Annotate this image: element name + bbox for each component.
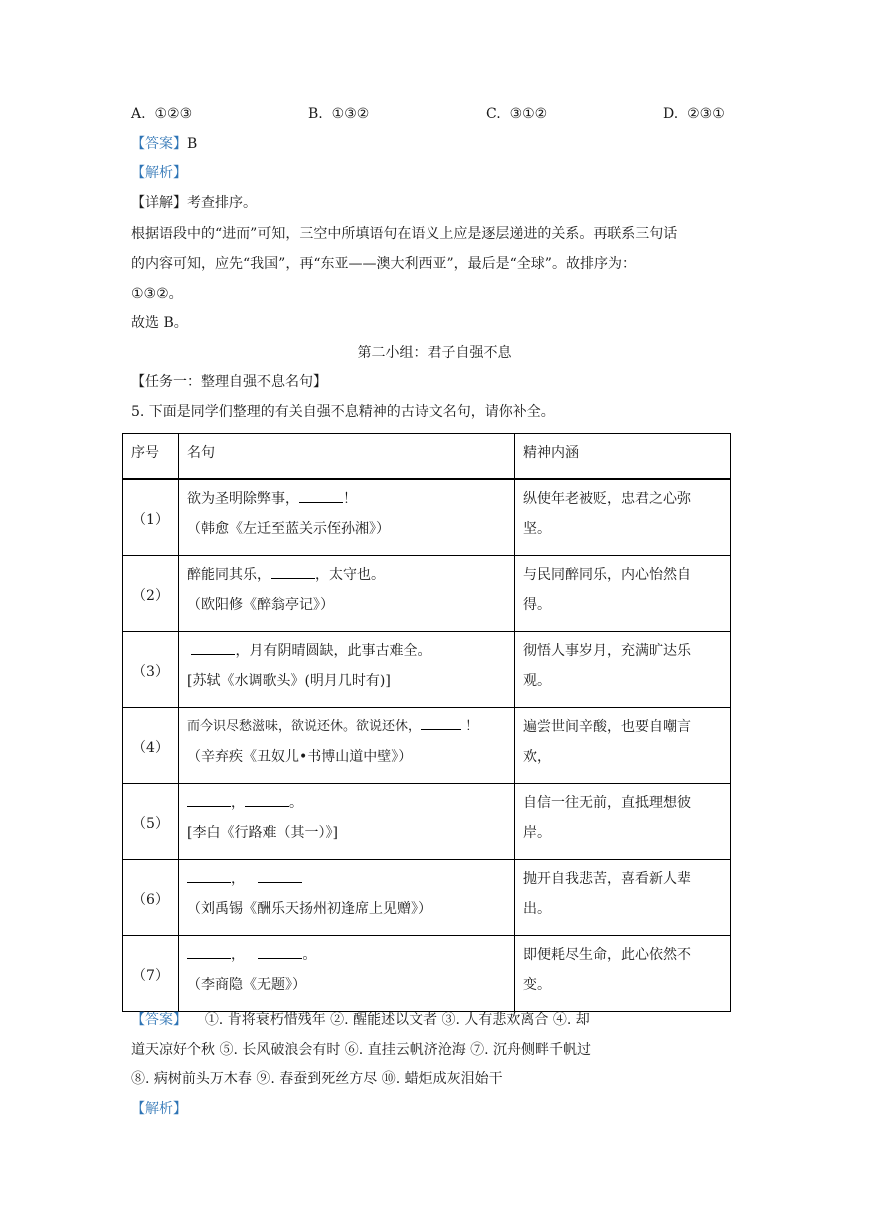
quote-cell (179, 556, 515, 632)
q5-answer-line-2: 道天凉好个秋 ⑤. 长风破浪会有时 ⑥. 直挂云帆济沧海 ⑦. 沉舟侧畔千帆过 (131, 1042, 592, 1058)
task-title: 【任务一：整理自强不息名句】 (131, 374, 327, 390)
quote-line: ， 。 (187, 940, 506, 970)
quote-source: （韩愈《左迁至蓝关示侄孙湘》） (187, 521, 390, 537)
quote-source: [苏轼《水调歌头》(明月几时有)] (187, 673, 391, 689)
fill-blank[interactable] (299, 488, 343, 503)
quote-source: （李商隐《无题》） (187, 977, 306, 993)
option-letter: A. (131, 106, 146, 122)
answer-text: ①. 肯将衰朽惜残年 ②. 醒能述以文者 ③. 人有悲欢离合 ④. 却 (204, 1012, 590, 1028)
meaning-cell: 纵使年老被贬，忠君之心弥 坚。 (515, 479, 731, 556)
detail-text: 考查排序。 (187, 195, 257, 211)
option-d (663, 104, 725, 124)
quote-source: [李白《行路难（其一）》] (187, 825, 338, 841)
table-row (123, 632, 731, 708)
fill-blank[interactable] (187, 868, 231, 883)
header-index: 序号 (123, 434, 179, 480)
quote-line: 而今识尽愁滋味，欲说还休。欲说还休， ！ (187, 712, 506, 742)
quote-source: （辛弃疾《丑奴儿•书博山道中壁》） (187, 749, 413, 765)
table-header-row (123, 434, 731, 480)
fill-blank[interactable] (258, 868, 302, 883)
fill-blank[interactable] (421, 715, 461, 730)
answer-label: 【答案】 (131, 1012, 187, 1028)
option-letter: C. (486, 106, 501, 122)
quote-cell (179, 784, 515, 860)
quote-cell (179, 936, 515, 1012)
option-b (308, 104, 369, 124)
meaning-cell: 即便耗尽生命，此心依然不 变。 (515, 936, 731, 1012)
row-number: （4） (123, 708, 179, 784)
meaning-cell: 遍尝世间辛酸，也要自嘲言 欢， (515, 708, 731, 784)
quote-line: ，月有阴晴圆缺，此事古难全。 (187, 636, 506, 666)
question-5-prompt: 5. 下面是同学们整理的有关自强不息精神的古诗文名句，请你补全。 (131, 404, 555, 420)
header-meaning: 精神内涵 (515, 434, 731, 480)
quote-line: ， 。 (187, 788, 506, 818)
option-letter: D. (663, 106, 679, 122)
option-a (131, 104, 192, 124)
q4-para-line-1: 根据语段中的“进而”可知，三空中所填语句在语义上应是逐层递进的关系。再联系三句话 (131, 226, 678, 242)
table-row (123, 784, 731, 860)
answer-label: 【答案】 (131, 136, 187, 152)
table-row (123, 479, 731, 556)
q5-answer-line-3: ⑧. 病树前头万木春 ⑨. 春蚕到死丝方尽 ⑩. 蜡炬成灰泪始干 (131, 1071, 503, 1087)
detail-label: 【详解】 (131, 195, 187, 211)
table-row (123, 556, 731, 632)
quote-line: ， (187, 864, 506, 894)
answer-value: B (187, 136, 198, 152)
quote-line: 醉能同其乐， ，太守也。 (187, 560, 506, 590)
row-number: （1） (123, 479, 179, 556)
meaning-cell: 自信一往无前，直抵理想彼 岸。 (515, 784, 731, 860)
fill-blank[interactable] (187, 792, 231, 807)
q4-conclusion: 故选 B。 (131, 315, 188, 331)
table-row (123, 708, 731, 784)
fill-blank[interactable] (191, 640, 235, 655)
quote-cell (179, 708, 515, 784)
header-quote: 名句 (179, 434, 515, 480)
option-text: ②③① (687, 106, 725, 122)
section-title: 第二小组：君子自强不息 (357, 345, 512, 361)
option-text: ①②③ (154, 106, 193, 122)
table-row (123, 860, 731, 936)
fill-blank[interactable] (258, 944, 302, 959)
meaning-cell: 抛开自我悲苦，喜看新人辈 出。 (515, 860, 731, 936)
q4-para-line-2: 的内容可知，应先“我国”，再“东亚——澳大利西亚”，最后是“全球”。故排序为： (131, 256, 636, 272)
meaning-cell: 彻悟人事岁月，充满旷达乐 观。 (515, 632, 731, 708)
q5-answer-line-1 (131, 1010, 590, 1030)
row-number: （6） (123, 860, 179, 936)
quote-cell (179, 632, 515, 708)
meaning-cell: 与民同醉同乐，内心怡然自 得。 (515, 556, 731, 632)
quote-line: 欲为圣明除弊事， ！ (187, 484, 506, 514)
quote-cell (179, 860, 515, 936)
q4-detail (131, 193, 257, 213)
table-row (123, 936, 731, 1012)
row-number: （7） (123, 936, 179, 1012)
fill-blank[interactable] (271, 564, 315, 579)
option-text: ①③② (331, 106, 370, 122)
q4-analysis-label: 【解析】 (131, 165, 187, 181)
quote-source: （欧阳修《醉翁亭记》） (187, 597, 334, 613)
row-number: （2） (123, 556, 179, 632)
option-text: ③①② (509, 106, 548, 122)
row-number: （5） (123, 784, 179, 860)
row-number: （3） (123, 632, 179, 708)
quote-cell (179, 479, 515, 556)
fill-blank[interactable] (187, 944, 231, 959)
q5-analysis-label: 【解析】 (131, 1101, 187, 1117)
q4-para-line-3: ①③②。 (131, 286, 183, 302)
fill-blank[interactable] (245, 792, 289, 807)
option-letter: B. (308, 106, 323, 122)
poem-table (122, 433, 731, 1012)
quote-source: （刘禹锡《酬乐天扬州初逢席上见赠》） (187, 901, 432, 917)
q4-answer (131, 134, 197, 154)
option-c (486, 104, 547, 124)
